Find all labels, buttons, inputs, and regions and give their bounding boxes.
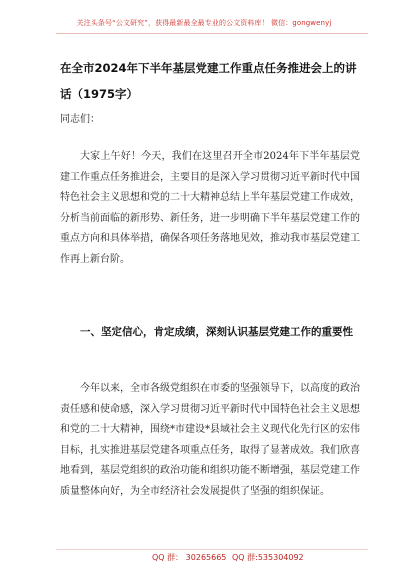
header-banner: 关注头条号“公文研究”，获得最新最全最专业的公文资料库！ 微信：gongwenyj — [76, 19, 332, 27]
header-divider — [56, 33, 368, 34]
footer — [0, 552, 408, 566]
document-title: 在全市2024年下半年基层党建工作重点任务推进会上的讲话（1975字） — [60, 61, 357, 101]
salutation: 同志们： — [60, 114, 100, 125]
footer-qq-group-2: QQ 群:535304092 — [232, 553, 304, 562]
section-heading-1: 一、坚定信心，肯定成绩，深刻认识基层党建工作的重要性 — [80, 326, 353, 338]
footer-divider — [56, 549, 368, 550]
footer-qq-group-1: QQ 群： 30265665 — [152, 553, 227, 562]
body-paragraph-1: 大家上午好！今天，我们在这里召开全市2024年下半年基层党建工作重点任务推进会，主要目的是深入学习贯彻习近平新时代中国特色社会主义思想和党的二十大精神总结上半年基层党建工作成效，分析当前面临的新形势、新任务，进一步明确下半年基层党建工作的重点方向和具体举措，确保各项任务落地见效，推动我市基层党建工作再上新台阶。 — [60, 151, 360, 265]
body-paragraph-2: 今年以来，全市各级党组织在市委的坚强领导下，以高度的政治责任感和使命感，深入学习贯彻习近平新时代中国特色社会主义思想和党的二十大精神，围绕*市建设*县域社会主义现代化先行区的宏伟目标，扎实推进基层党建各项重点任务，取得了显著成效。我们欣喜地看到，基层党组织的政治功能和组织功能不断增强，基层党建工作质量整体向好，为全市经济社会发展提供了坚强的组织保证。 — [60, 383, 360, 497]
